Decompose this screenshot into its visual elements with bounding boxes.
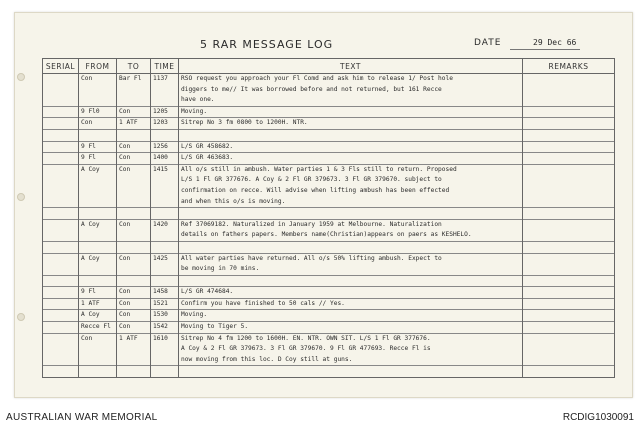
document-title: 5 RAR MESSAGE LOG xyxy=(200,38,334,51)
cell-time xyxy=(151,95,179,106)
cell-remarks xyxy=(523,241,615,253)
cell-remarks xyxy=(523,85,615,96)
date-underline xyxy=(510,49,580,50)
cell-to xyxy=(117,344,151,355)
cell-from: A Coy xyxy=(79,164,117,175)
cell-to xyxy=(117,355,151,366)
table-row xyxy=(43,141,615,153)
punch-hole xyxy=(17,193,25,201)
cell-to: Con xyxy=(117,310,151,322)
cell-serial xyxy=(43,230,79,241)
table-row xyxy=(43,355,615,366)
cell-to: Con xyxy=(117,253,151,264)
cell-text: Sitrep No 4 fm 1200 to 1600H. EN. NTR. OWN SIT. L/S 1 Fl GR 377676. xyxy=(179,333,523,344)
cell-remarks xyxy=(523,129,615,141)
cell-time: 1458 xyxy=(151,287,179,299)
cell-from: Recce Fl xyxy=(79,322,117,334)
cell-time: 1542 xyxy=(151,322,179,334)
cell-time: 1415 xyxy=(151,164,179,175)
cell-remarks xyxy=(523,164,615,175)
table-row xyxy=(43,253,615,264)
cell-text: diggers to me// It was borrowed before and not returned, but 161 Recce xyxy=(179,85,523,96)
cell-remarks xyxy=(523,310,615,322)
cell-time xyxy=(151,175,179,186)
cell-serial xyxy=(43,275,79,287)
cell-text: L/S 1 Fl GR 377676. A Coy & 2 Fl GR 379673. 3 Fl GR 379670. subject to xyxy=(179,175,523,186)
footer-source: AUSTRALIAN WAR MEMORIAL xyxy=(6,412,158,423)
cell-text: details on fathers papers. Members name(Christian)appears on paers as KESHELO. xyxy=(179,230,523,241)
cell-from: 9 Fl xyxy=(79,153,117,165)
cell-text: Sitrep No 3 fm 0800 to 1200H. NTR. xyxy=(179,118,523,130)
cell-text xyxy=(179,275,523,287)
table-row xyxy=(43,175,615,186)
table-row xyxy=(43,275,615,287)
cell-from xyxy=(79,241,117,253)
cell-to xyxy=(117,186,151,197)
cell-time xyxy=(151,85,179,96)
column-header-serial: SERIAL xyxy=(43,59,79,74)
cell-remarks xyxy=(523,230,615,241)
cell-time xyxy=(151,275,179,287)
cell-text: RSO request you approach your Fl Comd and ask him to release 1/ Post hole xyxy=(179,74,523,85)
cell-to xyxy=(117,95,151,106)
cell-remarks xyxy=(523,264,615,275)
cell-serial xyxy=(43,333,79,344)
cell-remarks xyxy=(523,74,615,85)
cell-serial xyxy=(43,197,79,208)
cell-time: 1425 xyxy=(151,253,179,264)
cell-text xyxy=(179,208,523,220)
date-label: DATE xyxy=(474,38,502,48)
cell-text: confirmation on recce. Will advise when lifting ambush has been effected xyxy=(179,186,523,197)
cell-to xyxy=(117,85,151,96)
cell-remarks xyxy=(523,95,615,106)
table-row xyxy=(43,186,615,197)
cell-remarks xyxy=(523,275,615,287)
cell-text: Moving. xyxy=(179,310,523,322)
cell-remarks xyxy=(523,118,615,130)
cell-to xyxy=(117,241,151,253)
cell-remarks xyxy=(523,333,615,344)
cell-from xyxy=(79,85,117,96)
cell-remarks xyxy=(523,344,615,355)
table-row xyxy=(43,298,615,310)
cell-text: now moving from this loc. D Coy still at guns. xyxy=(179,355,523,366)
cell-to: Con xyxy=(117,322,151,334)
cell-from xyxy=(79,264,117,275)
table-row xyxy=(43,74,615,85)
cell-from: Con xyxy=(79,74,117,85)
punch-hole xyxy=(17,313,25,321)
cell-serial xyxy=(43,219,79,230)
table-header-row xyxy=(43,59,615,74)
cell-text: have one. xyxy=(179,95,523,106)
cell-text: and when this o/s is moving. xyxy=(179,197,523,208)
cell-to xyxy=(117,275,151,287)
cell-time xyxy=(151,241,179,253)
cell-serial xyxy=(43,208,79,220)
cell-time xyxy=(151,129,179,141)
cell-to xyxy=(117,129,151,141)
cell-text: Ref 37069182. Naturalized in January 1959 at Melbourne. Naturalization xyxy=(179,219,523,230)
cell-serial xyxy=(43,106,79,118)
cell-from: 1 ATF xyxy=(79,298,117,310)
cell-to xyxy=(117,197,151,208)
cell-from xyxy=(79,366,117,378)
cell-serial xyxy=(43,287,79,299)
cell-text: L/S GR 458682. xyxy=(179,141,523,153)
table-row xyxy=(43,95,615,106)
table-row xyxy=(43,129,615,141)
cell-to: Con xyxy=(117,219,151,230)
table-row xyxy=(43,164,615,175)
column-header-time: TIME xyxy=(151,59,179,74)
cell-serial xyxy=(43,118,79,130)
cell-remarks xyxy=(523,153,615,165)
cell-time xyxy=(151,344,179,355)
cell-from xyxy=(79,344,117,355)
table-row xyxy=(43,219,615,230)
cell-to: Con xyxy=(117,298,151,310)
cell-to xyxy=(117,175,151,186)
cell-text: Confirm you have finished to 50 cals // Yes. xyxy=(179,298,523,310)
cell-from xyxy=(79,95,117,106)
table-row xyxy=(43,366,615,378)
cell-from xyxy=(79,175,117,186)
cell-serial xyxy=(43,153,79,165)
cell-serial xyxy=(43,164,79,175)
cell-time xyxy=(151,230,179,241)
cell-remarks xyxy=(523,106,615,118)
cell-time: 1420 xyxy=(151,219,179,230)
cell-time xyxy=(151,355,179,366)
table-row xyxy=(43,322,615,334)
cell-serial xyxy=(43,241,79,253)
cell-text: L/S GR 463683. xyxy=(179,153,523,165)
cell-remarks xyxy=(523,298,615,310)
table-row xyxy=(43,344,615,355)
log-body xyxy=(43,74,615,378)
cell-remarks xyxy=(523,287,615,299)
cell-remarks xyxy=(523,253,615,264)
date-value: 29 Dec 66 xyxy=(533,38,577,47)
cell-remarks xyxy=(523,366,615,378)
cell-to: Con xyxy=(117,153,151,165)
table-row xyxy=(43,241,615,253)
cell-to: Con xyxy=(117,287,151,299)
cell-text: Moving. xyxy=(179,106,523,118)
table-row xyxy=(43,208,615,220)
cell-text: Moving to Tiger 5. xyxy=(179,322,523,334)
cell-to xyxy=(117,264,151,275)
cell-serial xyxy=(43,141,79,153)
column-header-from: FROM xyxy=(79,59,117,74)
cell-time xyxy=(151,186,179,197)
cell-text: All water parties have returned. All o/s 50% lifting ambush. Expect to xyxy=(179,253,523,264)
cell-text: be moving in 70 mins. xyxy=(179,264,523,275)
cell-time: 1137 xyxy=(151,74,179,85)
cell-to: 1 ATF xyxy=(117,333,151,344)
punch-holes xyxy=(17,13,27,397)
cell-remarks xyxy=(523,322,615,334)
cell-remarks xyxy=(523,219,615,230)
table-row xyxy=(43,333,615,344)
cell-to: Bar Fl xyxy=(117,74,151,85)
table-row xyxy=(43,106,615,118)
cell-serial xyxy=(43,322,79,334)
cell-to: Con xyxy=(117,141,151,153)
cell-to xyxy=(117,208,151,220)
footer-reference-id: RCDIG1030091 xyxy=(562,412,634,423)
cell-to: Con xyxy=(117,106,151,118)
cell-to: Con xyxy=(117,164,151,175)
cell-time: 1256 xyxy=(151,141,179,153)
column-header-text: TEXT xyxy=(179,59,523,74)
cell-from: 9 Fl xyxy=(79,287,117,299)
cell-serial xyxy=(43,175,79,186)
table-row xyxy=(43,287,615,299)
cell-time: 1530 xyxy=(151,310,179,322)
cell-text xyxy=(179,366,523,378)
cell-from xyxy=(79,186,117,197)
column-header-remarks: REMARKS xyxy=(523,59,615,74)
cell-from: 9 Fl xyxy=(79,141,117,153)
cell-serial xyxy=(43,366,79,378)
message-log-table xyxy=(42,58,615,378)
cell-from xyxy=(79,230,117,241)
cell-from xyxy=(79,208,117,220)
cell-to xyxy=(117,366,151,378)
cell-remarks xyxy=(523,197,615,208)
cell-time xyxy=(151,197,179,208)
table-row xyxy=(43,264,615,275)
cell-remarks xyxy=(523,141,615,153)
cell-serial xyxy=(43,355,79,366)
cell-time xyxy=(151,264,179,275)
cell-to xyxy=(117,230,151,241)
cell-serial xyxy=(43,129,79,141)
cell-remarks xyxy=(523,208,615,220)
cell-serial xyxy=(43,264,79,275)
cell-time: 1521 xyxy=(151,298,179,310)
cell-from: A Coy xyxy=(79,253,117,264)
cell-from xyxy=(79,355,117,366)
cell-serial xyxy=(43,344,79,355)
table-row xyxy=(43,310,615,322)
cell-serial xyxy=(43,85,79,96)
cell-remarks xyxy=(523,186,615,197)
table-row xyxy=(43,118,615,130)
cell-time xyxy=(151,208,179,220)
cell-serial xyxy=(43,310,79,322)
cell-from: A Coy xyxy=(79,310,117,322)
cell-text xyxy=(179,129,523,141)
cell-time: 1400 xyxy=(151,153,179,165)
cell-time: 1205 xyxy=(151,106,179,118)
column-header-to: TO xyxy=(117,59,151,74)
table-row xyxy=(43,230,615,241)
cell-time: 1610 xyxy=(151,333,179,344)
cell-text: L/S GR 474684. xyxy=(179,287,523,299)
cell-from: Con xyxy=(79,333,117,344)
cell-from xyxy=(79,275,117,287)
table-row xyxy=(43,197,615,208)
table-row xyxy=(43,153,615,165)
cell-serial xyxy=(43,95,79,106)
cell-time xyxy=(151,366,179,378)
punch-hole xyxy=(17,73,25,81)
cell-text: A Coy & 2 Fl GR 379673. 3 Fl GR 379670. 9 Fl GR 477693. Recce Fl is xyxy=(179,344,523,355)
cell-serial xyxy=(43,186,79,197)
cell-text xyxy=(179,241,523,253)
cell-from: Con xyxy=(79,118,117,130)
cell-remarks xyxy=(523,175,615,186)
cell-serial xyxy=(43,298,79,310)
cell-from: 9 Fl0 xyxy=(79,106,117,118)
cell-from xyxy=(79,129,117,141)
cell-remarks xyxy=(523,355,615,366)
cell-to: 1 ATF xyxy=(117,118,151,130)
cell-text: All o/s still in ambush. Water parties 1 & 3 Fls still to return. Proposed xyxy=(179,164,523,175)
cell-serial xyxy=(43,74,79,85)
cell-from xyxy=(79,197,117,208)
cell-from: A Coy xyxy=(79,219,117,230)
table-row xyxy=(43,85,615,96)
cell-time: 1203 xyxy=(151,118,179,130)
cell-serial xyxy=(43,253,79,264)
